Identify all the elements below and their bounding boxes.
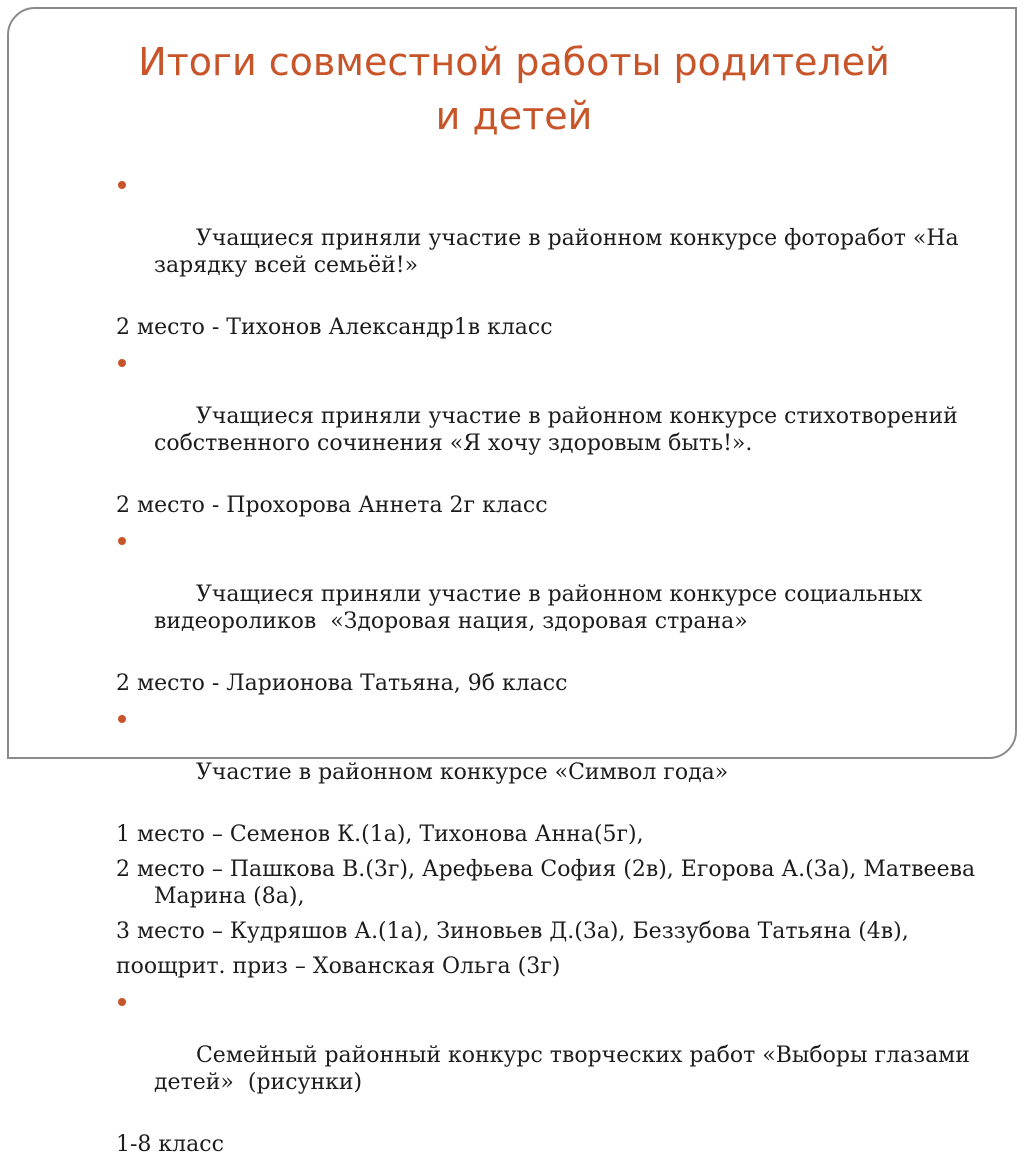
slide-body: [116, 171, 986, 1166]
bullet-dot-icon: [118, 537, 126, 545]
bullet-text: Семейный районный конкурс творческих работ «Выборы глазами детей» (рисунки): [154, 1043, 977, 1095]
bullet-dot-icon: [118, 715, 126, 723]
bullet-text: Учащиеся приняли участие в районном конкурсе стихотворений собственного сочинения «Я хочу здоровым быть!».: [154, 404, 965, 456]
slide-title-line-2: и детей: [435, 94, 593, 138]
slide-title: [9, 35, 1019, 143]
bullet-item: [116, 349, 986, 484]
bullet-item: [116, 988, 986, 1123]
slide: [7, 7, 1017, 1157]
result-line: поощрит. приз – Хованская Ольга (3г): [116, 954, 561, 979]
bullet-text: Участие в районном конкурсе «Символ года»: [195, 760, 729, 785]
result-line: 2 место - Тихонов Александр1в класс: [116, 315, 553, 340]
bullet-dot-icon: [118, 998, 126, 1006]
result-line: 2 место - Ларионова Татьяна, 9б класс: [116, 671, 568, 696]
result-line: 1 место – Семенов К.(1а), Тихонова Анна(5г),: [116, 822, 644, 847]
bullet-text: Учащиеся приняли участие в районном конкурсе социальных видеороликов «Здоровая нация, здоровая страна»: [154, 582, 930, 634]
bullet-dot-icon: [118, 181, 126, 189]
result-line: 2 место – Пашкова В.(3г), Арефьева София (2в), Егорова А.(3а), Матвеева Марина (8а),: [116, 857, 983, 909]
bullet-item: [116, 705, 986, 813]
bullet-dot-icon: [118, 359, 126, 367]
bullet-item: [116, 527, 986, 662]
result-line: 3 место – Кудряшов А.(1а), Зиновьев Д.(3а), Беззубова Татьяна (4в),: [116, 919, 909, 944]
bullet-item: [116, 171, 986, 306]
result-line: 2 место - Прохорова Аннета 2г класс: [116, 493, 548, 518]
bullet-text: Учащиеся приняли участие в районном конкурсе фоторабот «На зарядку всей семьёй!»: [154, 226, 966, 278]
result-line: 1-8 класс: [116, 1132, 224, 1157]
slide-title-line-1: Итоги совместной работы родителей: [138, 40, 890, 84]
